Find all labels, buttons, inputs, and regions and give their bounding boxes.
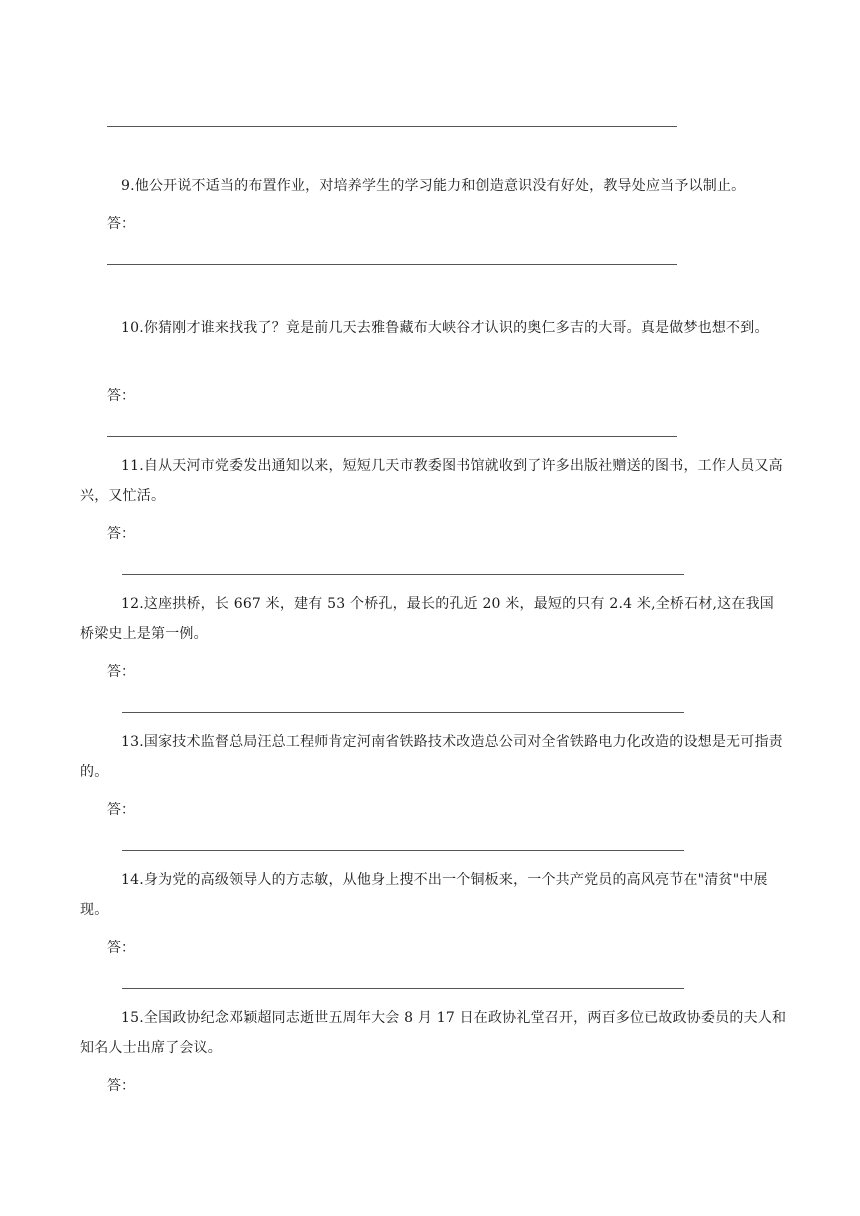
answer-label-11: 答： — [107, 526, 135, 542]
answer-label-15: 答： — [107, 1078, 135, 1094]
question-10: 10.你猜刚才谁来找我了？竟是前几天去雅鲁藏布大峡谷才认识的奥仁多吉的大哥。真是做梦也想不到。 — [121, 320, 769, 336]
question-11: 11.自从天河市党委发出通知以来，短短几天市教委图书馆就收到了许多出版社赠送的图书，工作人员又高兴，又忙活。 — [80, 458, 783, 504]
answer-line-14 — [122, 988, 684, 989]
question-15: 15.全国政协纪念邓颖超同志逝世五周年大会 8 月 17 日在政协礼堂召开，两百多位已故政协委员的夫人和知名人士出席了会议。 — [80, 1010, 787, 1056]
answer-label-13: 答： — [107, 802, 135, 818]
answer-label-12: 答： — [107, 664, 135, 680]
answer-line-12 — [122, 712, 684, 713]
answer-label-10: 答： — [107, 388, 135, 404]
answer-line-9 — [107, 264, 677, 265]
answer-line-11 — [122, 574, 684, 575]
question-12: 12.这座拱桥，长 667 米，建有 53 个桥孔，最长的孔近 20 米，最短的只有 2.4 米,全桥石材,这在我国桥梁史上是第一例。 — [80, 596, 774, 642]
answer-label-14: 答： — [107, 940, 135, 956]
question-14: 14.身为党的高级领导人的方志敏，从他身上搜不出一个铜板来，一个共产党员的高风亮节在"清贫"中展现。 — [80, 872, 768, 918]
answer-line — [107, 126, 677, 127]
answer-line-10 — [107, 436, 677, 437]
answer-label-9: 答： — [107, 216, 135, 232]
question-13: 13.国家技术监督总局汪总工程师肯定河南省铁路技术改造总公司对全省铁路电力化改造的设想是无可指责的。 — [80, 734, 783, 780]
answer-line-13 — [122, 850, 684, 851]
question-9: 9.他公开说不适当的布置作业，对培养学生的学习能力和创造意识没有好处，教导处应当予以制止。 — [121, 178, 746, 194]
